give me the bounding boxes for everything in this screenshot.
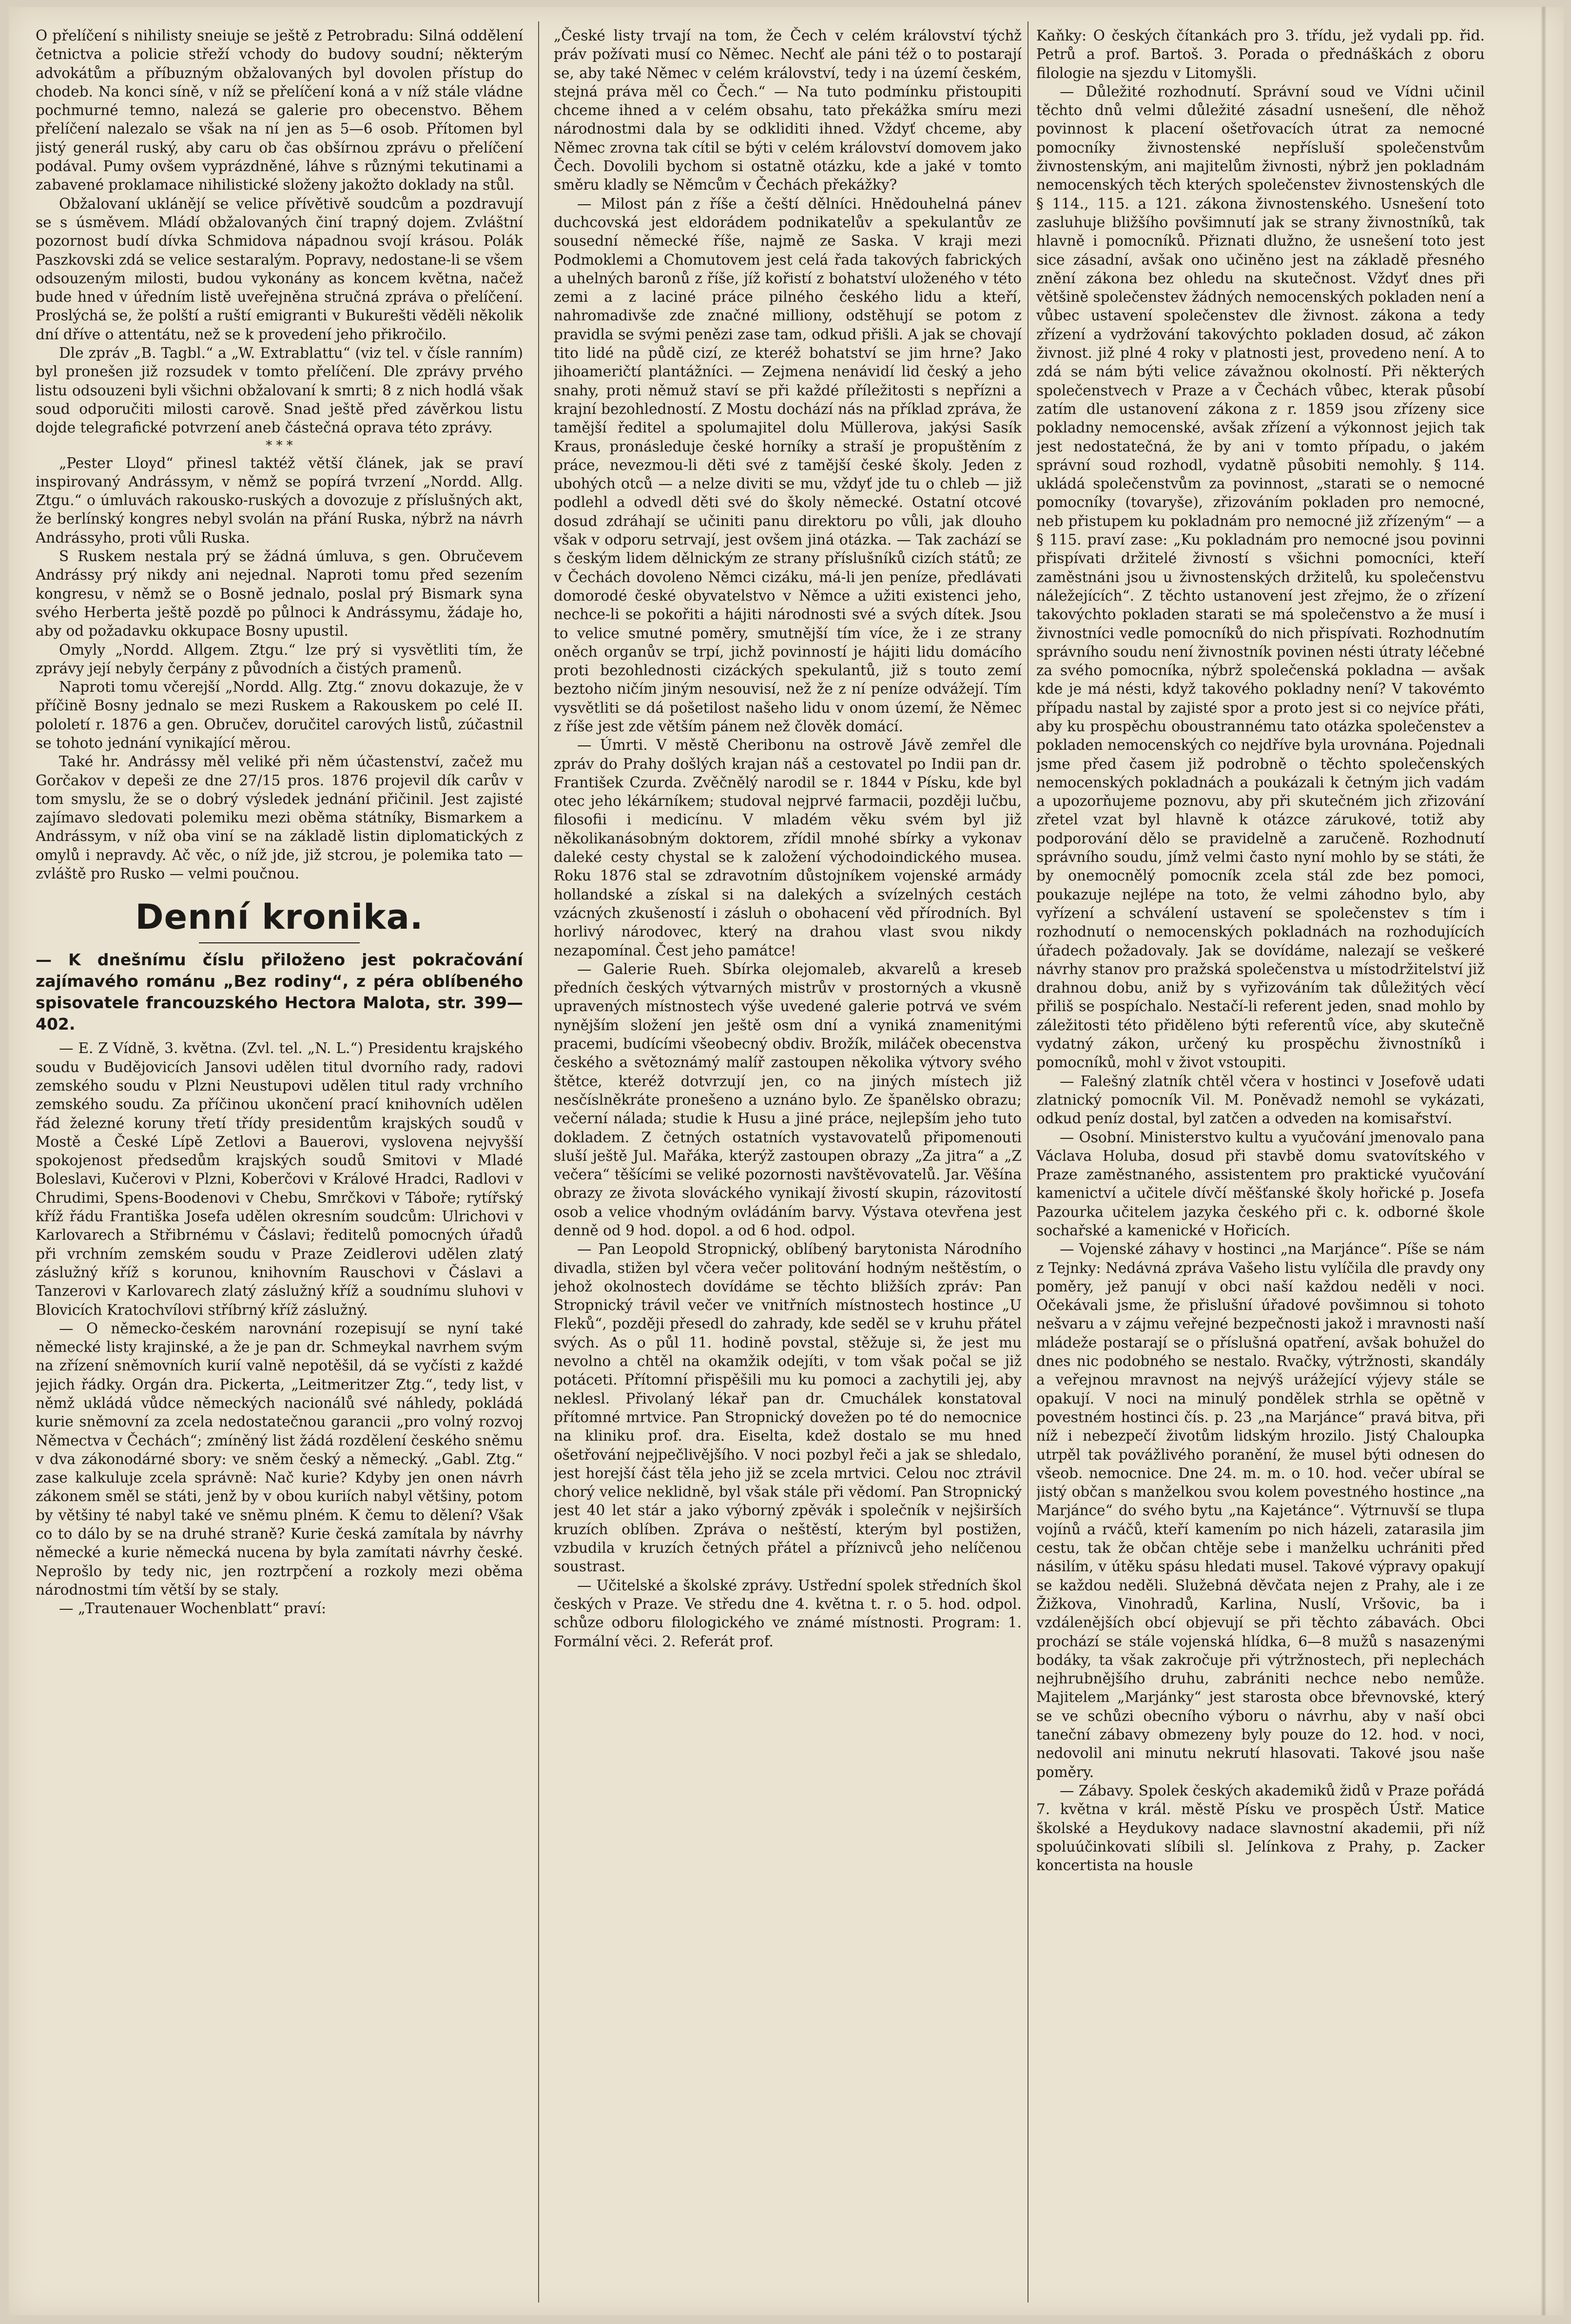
news-item-obituary: — Úmrti. V městě Cheribonu na ostrově Jávě zemřel dle zpráv do Prahy došlých krajan náš a cestovatel po Indii pan dr. František Czurda. Zvěčnělý narodil se r. 1844 v Písku, kde byl otec jeho lékárníkem; studoval nejprvé farmacii, později lučbu, filosofii i medicínu. V mladém věku svém byl již několikanásobným doktorem, zřídil mnohé sbírky a vykonav daleké cesty chystal se k založení východoindického musea. Roku 1876 stal se zdravotním důstojníkem vojenské armády hollandské a získal si na dalekých a svízelných cestách vzácných zkušeností i zásluh o obohacení věd přírodních. Byl horlivý národovec, který na drahou vlast svou nikdy nezapomínal. Čest jeho památce! (554, 737, 1022, 959)
news-item-school-news: — Učitelské a školské zprávy. Ustřední spolek středních škol českých v Praze. Ve středu dne 4. května t. r. o 5. hod. odpol. schůze odboru filologického ve známé místnosti. Program: 1. Formální věci. 2. Referát prof. (554, 1577, 1022, 1650)
section-heading-denni-kronika: Denní kronika. (135, 897, 424, 937)
page-fold-shadow (1541, 7, 1546, 2315)
article-paragraph: Obžalovaní uklánějí se velice přívětivě soudcům a pozdravují se s úsměvem. Mládí obžalovaných činí trapný dojem. Zvláštní pozornost budí dívka Schmidova nápadnou svojí krásou. Polák Paszkovski zdá se velice sestaralým. Popravy, nedostane-li se všem odsouzeným milosti, budou vykonány as koncem května, načež bude hned v úředním listě uveřejněna stručná zpráva o přelíčení. Proslýchá se, že polští a ruští emigranti v Bukurešti věděli několik dní dříve o attentátu, než se k provedení jeho přikročilo. (36, 195, 523, 343)
news-item-false-goldsmith: — Falešný zlatník chtěl včera v hostinci v Josefově udati zlatnický pomocník Vil. M. Poněvadž nemohl se vykázati, odkud peníz dostal, byl zatčen a odveden na komisařství. (1036, 1073, 1485, 1127)
article-paragraph: Naproti tomu včerejší „Nordd. Allg. Ztg.“ znovu dokazuje, že v příčině Bosny jednalo se mezi Ruskem a Rakouskem po celé II. pololetí r. 1876 a gen. Obručev, doručitel carových listů, zúčastnil se tohoto jednání vynikající měrou. (36, 679, 523, 751)
article-paragraph: Také hr. Andrássy měl veliké při něm účastenství, začež mu Gorčakov v depeši ze dne 27/15 pros. 1876 projevil dík carův v tom smyslu, že se o dobrý výsledek jednání přičinil. Jest zajisté zajímavo sledovati polemiku mezi oběma státníky, Bismarkem a Andrássym, v níž oba viní se na základě listin diplomatických z omylů i nepravdy. Ač věc, o níž jde, již stcrou, je polemika tato — zvláště pro Rusko — velmi poučnou. (36, 753, 523, 882)
news-item-gallery: — Galerie Rueh. Sbírka olejomaleb, akvarelů a kreseb předních českých výtvarných mistrův v prostorných a vkusně upravených místnostech výše uvedené galerie potrvá ve svém nynějším složení jen ještě osm dní a vyniká znamenitými pracemi, budícími všeobecný obdiv. Brožík, miláček obecenstva českého a světoznámý malíř zastoupen několika výtvory svého štětce, kteréž dotvrzují jen, co na jiných místech již nesčíslněkráte pronešeno a uznáno bylo. Ze španělsko obrazu; večerní nálada; studie k Husu a jiné práce, nejlepším jeho tuto dokladem. Z četných ostatních vystavovatelů připomenouti sluší ještě Jul. Mařáka, kterýž zastoupen obrazy „Za jitra“ a „Z večera“ těšícími se veliké pozornosti navštěvovatelů. Jar. Věšína obrazy ze života slováckého vynikají živostí skupin, rázovitostí osob a velice vhodným ovládáním barvy. Výstava otevřena jest denně od 9 hod. dopol. a od 6 hod. odpol. (554, 960, 1022, 1239)
article-paragraph: Dle zpráv „B. Tagbl.“ a „W. Extrablattu“ (viz tel. v čísle ranním) byl pronešen již rozsudek v tomto přelíčení. Dle zprávy prvého listu odsouzeni byli všichni obžalovaní k smrti; 8 z nich hodlá však soud odporučiti milosti carově. Snad ještě před závěrkou listu dojde telegrafické potvrzení aneb částečná oprava této zprávy. (36, 345, 523, 436)
news-item-vienna-telegram: — E. Z Vídně, 3. května. (Zvl. tel. „N. L.“) Presidentu krajského soudu v Budějovicích Jansovi udělen titul dvorního rady, radovi zemského soudu v Plzni Neustupovi udělen titul rady vrchního zemského soudu. Za příčinou ukončení prací knihovních udělen řád železné koruny třetí třídy presidentům krajských soudů v Mostě a České Lípě Zetlovi a Bauerovi, vyslovena nejvyšší spokojenost předsedům krajských soudů Smitovi v Mladé Boleslavi, Kučerovi v Plzni, Koberčovi v Králové Hradci, Radlovi v Chrudimi, Spens-Boodenovi v Chebu, Smrčkovi v Táboře; rytířský kříž řádu Františka Josefa udělen okresním soudcům: Ulrichovi v Karlovarech a Střibrnému v Čáslavi; ředitelů pomocných úřadů při vrchním zemském soudu v Praze Zeidlerovi udělen zlatý záslužný kříž s korunou, knihovním Rauschovi v Čáslavi a Tanzerovi v Karlovarech zlatý záslužný kříž a soudnímu sluhovi v Blovicích Kratochvílovi stříbrný kříž záslužný. (36, 1040, 523, 1318)
column-right (1036, 26, 1485, 2301)
news-item-military-parties: — Vojenské záhavy v hostinci „na Marjánce“. Píše se nám z Tejnky: Nedávná zpráva Vašeho listu vylíčila dle pravdy ony poměry, jež panují v obci naší každou neděli v noci. Očekávali jsme, že přislušní úřadové povšimnou si tohoto nešvaru a v zájmu veřejné bezpečnosti jakož i mravnosti naší mládeže postarají se o příslušná opatření, avšak bohužel do dnes nic podobného se nestalo. Rvačky, výtržnosti, skandály a veřejnou mravnost na nejvýš urážející výjevy stále se opakují. V noci na minulý pondělek strhla se opětně v povestném hostinci čís. p. 23 „na Marjánce“ pravá bitva, při níž i nebezpečí životům lidským hrozilo. Jistý Chaloupka utrpěl tak povážlivého poranění, že musel býti odnesen do všeob. nemocnice. Dne 24. m. m. o 10. hod. večer ubíral se jistý občan s manželkou svou kolem povestného hostince „na Marjánce“ do svého bytu „na Kajetánce“. Výtrnuvší se tlupa vojínů a rváčů, kteří kamením po nich házeli, zatarasila jim cestu, tak že občan chtěje sebe i manželku uchrániti před násilím, v útěku spásu hledati musel. Takové výpravy opakují se každou neděli. Služebná děvčata nejen z Prahy, ale i ze Žižkova, Vinohradů, Karlina, Nuslí, Vršovic, ba i vzdálenějších obcí objevují se při těchto zábavách. Obci prochází se stále vojenská hlídka, 6—8 mužů s nasazenými bodáky, ta však zakročuje při výtržnostech, při neplechách nejhrubnějšího druhu, zabrániti nechce nebo nemůže. Majitelem „Marjánky“ jest starosta obce břevnovské, který se ve schůzi obecního výboru o návrhu, aby v naší obci taneční zábavy obmezeny byly pouze do 12. hod. v noci, nedovolil ani minutu nekrutí hlasovati. Takové jsou naše poměry. (1036, 1241, 1485, 1780)
news-item-workers: — Milost pán z říše a čeští dělníci. Hnědouhelná pánev duchcovská jest eldorádem podnikatelův a spekulantův ze sousední německé říše, najmě ze Saska. V kraji mezi Podmoklemi a Chomutovem jest celá řada takových fabrických a uhelných baronů z říše, jíž kořistí z bohatství uloženého v této zemi a z laciné práce pilného českého lidu a kteří, nahromadivše zde značné milliony, odstěhují se potom z pravidla se svými penězi zase tam, odkud přišli. A jak se chovají tito lidé na půdě cizí, ze kteréž bohatství se jim hrne? Jako jihoameričtí plantážníci. — Zejmena nenávidí lid český a jeho snahy, proti němuž staví se při každé příležitosti s nepřízni a krajní bezohledností. Z Mostu dochází nás na příklad zpráva, že tamější ředitel a spolumajitel dolu Müllerova, jakýsi Sasík Kraus, pronásleduje české horníky a straší je propuštěním z práce, nevezmou-li děti své z tamější české školy. Jeden z ubohých otců — a nelze diviti se mu, vždyť jde tu o chleb — již podlehl a odvedl děti své do školy německé. Ostatní otcové dosud zdráhají se učiniti panu direktoru po vůli, jak dlouho však v odporu setrvají, jest ovšem jiná otázka. — Tak zachází se s českým lidem dělnickým ze strany příslušníků cizích států; ze v Čechách dovoleno Němci cizáku, má-li jen peníze, předlávati domorodé české obyvatelstvo v Němce a užiti existenci jeho, nechce-li se pokořiti a hájiti národnosti své a svých dítek. Jsou to velice smutné poměry, smutnější tím více, že i ze strany oněch organův se trpí, jichž povinností je hájiti lidu domácího proti bezohlednosti cizáckých spekulantů, již s touto zemí beztoho ničím jiným nesouvisí, než že z ní peníze odvážejí. Tím vysvětliti se dá pošetilost našeho lidu v onom území, že Němec z říše jest zde větším pánem než člověk domácí. (554, 195, 1022, 735)
article-paragraph: S Ruskem nestala prý se žádná úmluva, s gen. Obručevem Andrássy prý nikdy ani nejednal. Naproti tomu před sezením kongresu, v němž se o Bosně jednalo, poslal prý Bismark syna svého Herberta ještě pozdě po půlnoci k Andrássymu, žádaje ho, aby od požadavku okkupace Bosny upustil. (36, 548, 523, 640)
news-item-personal: — Osobní. Ministerstvo kultu a vyučování jmenovalo pana Václava Holuba, dosud při stavbě domu svatovítského v Praze zaměstnaného, assistentem pro praktické vyučování kamenictví a učitele dívčí měšťanské školy hořické p. Josefa Pazourka učitelem jazyka českého při c. k. odborné škole sochařské a kamenické v Hořicích. (1036, 1129, 1485, 1239)
article-paragraph: „České listy trvají na tom, že Čech v celém království týchž práv požívati musí co Němec. Nechť ale páni též o to postarají se, aby také Němec v celém království, tedy i na území českém, stejná práva měl co Čech.“ — Na tuto podmínku přistoupiti chceme ihned a v celém obsahu, tato překážka smíru mezi národnostmi dala by se odkliditi ihned. Vždyť chceme, aby Němec zrovna tak cítil se býti v celém království domovem jako Čech. Dovolili bychom si ostatně otázku, kde a jaké v tomto směru kladly se Němcům v Čechách překážky? (554, 27, 1022, 194)
heading-rule (199, 942, 360, 943)
news-item-german-czech-settlement: — O německo-českém narovnání rozepisují se nyní také německé listy krajinské, a že je pan dr. Schmeykal navrhem svým na zřízení sněmovních kurií valně nepotěšil, dá se vyčísti z každé jejich řádky. Orgán dra. Pickerta, „Leitmeritzer Ztg.“, tedy list, v němž ukládá vůdce německých nacionálů své náhledy, pokládá kurie sněmovní za zcela nedostatečnou garancii „pro volný rozvoj Němectva v Čechách“; zmíněný list žádá rozdělení českého sněmu v dva zákonodárné sbory: ve sněm český a německý. „Gabl. Ztg.“ zase kalkuluje zcela správně: Nač kurie? Kdyby jen onen návrh zákonem směl se státi, jenž by v obou kuriích nabyl většiny, potom by většiny té nabyl také ve sněmu plném. K čemu to dělení? Však co to dálo by se na druhé straně? Kurie česká zamítala by návrhy německé a kurie německá nucena by byla zamítati návrhy české. Neprošlo by tedy nic, jen roztrpčení a rozkoly mezi oběma národnostmi tím větší by se staly. (36, 1320, 523, 1598)
newspaper-page (9, 7, 1564, 2315)
news-item-court-decision: — Důležité rozhodnutí. Správní soud ve Vídni učinil těchto dnů velmi důležité zásadní usnešení, dle něhož povinnost k placení ošetřovacích útrat za nemocné pomocníky živnostenské nepřísluší společenstvům živnostenským, ani majitelům živnosti, nýbrž jen pokladnám nemocenských těch kterých společenstev živnostenských dle § 114., 115. a 121. zákona živnostenského. Usnešení toto zasluhuje bližšího povšimnutí jak se strany živnostníků, tak hlavně i pomocníků. Přiznati dlužno, že usnešení toto jest sice zásadní, avšak ono učiněno jest na základě přesného znění zákona bez ohledu na skutečnost. Vždyť dnes při většině společenstev žádných nemocenských pokladen není a vůbec ustavení společenstev dle živnost. zákona a tedy zřízení a vydržování takovýchto pokladen dosud, ač zákon živnost. již plné 4 roky v platnosti jest, provedeno není. A to zdá se nám býti velice závažnou okolností. Při některých společenstvech v Praze a v Čechách vůbec, kterak působí zatím dle ustanovení zákona z r. 1859 jsou zřízeny sice pokladny nemocenské, avšak zřízení a výkonnost jejich tak jest nedostatečná, že by ani v tomto případu, o jakém správní soud rozhodl, vydatně působiti nemohly. § 114. ukládá společenstvům za povinnost, „starati se o nemocné pomocníky (tovaryše), zřizováním pokladen pro nemocné, neb přistupem ku pokladnám pro nemocné již zřízeným“ — a § 115. praví zase: „Ku pokladnám pro nemocné jsou povinni přispívati držitelé živností s všichni pomocníci, kteří zaměstnáni jsou u živnostenských držitelů, ku společenstvu náležejících“. Z těchto ustanovení jest zřejmo, že o zřízení takovýchto pokladen starati se má společenstvo a že musí i živnostníci vedle pomocníků do nich přispívati. Rozhodnutím správního soudu není živnostník povinen nésti útraty léčebné za svého pomocníka, nýbrž společenská pokladna — avšak kde je má nésti, když takového pokladny není? V takovémto případu nastal by zajisté spor a proto jest si co nejvíce přáti, aby ku prospěchu oboustrannému tato otázka společenstev a pokladen nemocenských co nejdříve byla urovnána. Pojednali jsme před časem již podrobně o těchto společenských nemocenských pokladnách a poukázali k četným jich vadám a upozorňujeme poznovu, aby při skutečném jich zřizování zřetel vzat byl hlavně k otázce zárukové, totiž aby podporování dělo se pravidelně a zaručeně. Rozhodnutí správního soudu, jímž velmi často nyní mohlo by se státi, že by onemocnělý pomocník zcela stál zde bez pomoci, poukazuje nejlépe na toto, že velmi záhodno bylo, aby vyřízení a schválení ustavení se společenstev s tím i rozhodnutí o nemocenských pokladnách na rozhodujících úřadech požadovaly. Jak se dovídáme, nalezají se veškeré návrhy stanov pro pražská společenstva u místodržitelství již drahnou dobu, aniž by s vyřizováním tak důležitých věcí přiliš se pospíchalo. Nestačí-li referent jeden, snad mohlo by záležitosti této přiděleno býti referentů více, aby skutečně vydatný zákon, určený ku prospěchu živnostníků i pomocníků, mohl v život vstoupiti. (1036, 83, 1485, 1071)
article-nihilist-trial: O přelíčení s nihilisty sneiuje se ještě z Petrobradu: Silná oddělení četnictva a policie střeží vchody do budovy soudní; některým advokátům a příbuzným obžalovaných byl dovolen přístup do chodeb. Na konci síně, v níž se přelíčení koná a v níž stále vládne pochmurné temno, nalezá se galerie pro obecenstvo. Během přelíčení nalezalo se však na ní jen as 5—6 osob. Přítomen byl jistý generál ruský, aby caru ob čas obšírnou zprávu o přelíčení podával. Pumy ovšem vyprázdněné, láhve s různými tekutinami a zabavené proklamace nihilistické složeny jakožto doklady na stůl. (36, 27, 523, 194)
news-item-trautenauer: — „Trautenauer Wochenblatt“ praví: (59, 1600, 327, 1617)
article-paragraph: Kaňky: O českých čítankách pro 3. třídu, jež vydali pp. řid. Petrů a prof. Bartoš. 3. Porada o přednáškách z oboru filologie na sjezdu v Litomyšli. (1036, 27, 1485, 81)
article-paragraph: Omyly „Nordd. Allgem. Ztgu.“ lze prý si vysvětliti tím, že zprávy její nebyly čerpány z původních a čistých pramenů. (36, 641, 523, 677)
news-item-entertainment: — Zábavy. Spolek českých akademiků židů v Praze pořádá 7. května v král. městě Písku ve prospěch Ústř. Matice školské a Heydukovy nadace slavnostní akademii, při níž spoluúčinkovati slíbili sl. Jelínkova z Prahy, p. Zacker koncertista na housle (1036, 1782, 1485, 1874)
article-pester-lloyd: „Pester Lloyd“ přinesl taktéž větší článek, jak se praví inspirovaný Andrássym, v němž se popírá tvrzení „Nordd. Allg. Ztgu.“ o úmluvách rakousko-ruských a dovozuje z příslušných akt, že berlínský kongres nebyl svolán na přání Ruska, nýbrž na návrh Andrássyho, proti vůli Ruska. (36, 454, 523, 546)
news-item-stropnicky: — Pan Leopold Stropnický, oblíbený barytonista Národního divadla, stižen byl včera večer politování hodným neštěstím, o jehož okolnostech dovídáme se těchto bližších zpráv: Pan Stropnický trávil večer ve vnitřních místnostech hostince „U Fleků“, později přesedl do zahrady, kde seděl se v kruhu přátel svých. As o půl 11. hodině povstal, stěžuje si, že jest mu nevolno a chtěl na okamžik odejíti, v tom však počal se již potáceti. Přítomní přispěšili mu ku pomoci a zachytili jej, aby neklesl. Přivolaný lékař pan dr. Cmuchálek konstatoval přítomné mrtvice. Pan Stropnický dovežen po té do nemocnice na kliniku prof. dra. Eiselta, kdež dostalo se mu hned ošetřování nejpečlivějšího. V noci pozbyl řeči a jak se shledalo, jest horejší část těla jeho již se zcela mrtvici. Celou noc ztrávil chorý velice neklidně, byl však stále při vědomí. Pan Stropnický jest 40 let stár a jako výborný zpěvák i společník v nejširších kruzích oblíben. Zpráva o neštěstí, kterým byl postižen, vzbudila v kruzích četných přátel a příznivců jeho nelíčenou soustrast. (554, 1241, 1022, 1575)
column-middle (554, 26, 1022, 2301)
column-rule (538, 21, 539, 2303)
column-left (36, 26, 523, 2301)
supplement-notice: — K dnešnímu číslu přiloženo jest pokračování zajímavého románu „Bez rodiny“, z péra oblíbeného spisovatele francouzského Hectora Malota, str. 399—402. (36, 950, 523, 1034)
section-separator-stars: * * * (266, 438, 293, 453)
